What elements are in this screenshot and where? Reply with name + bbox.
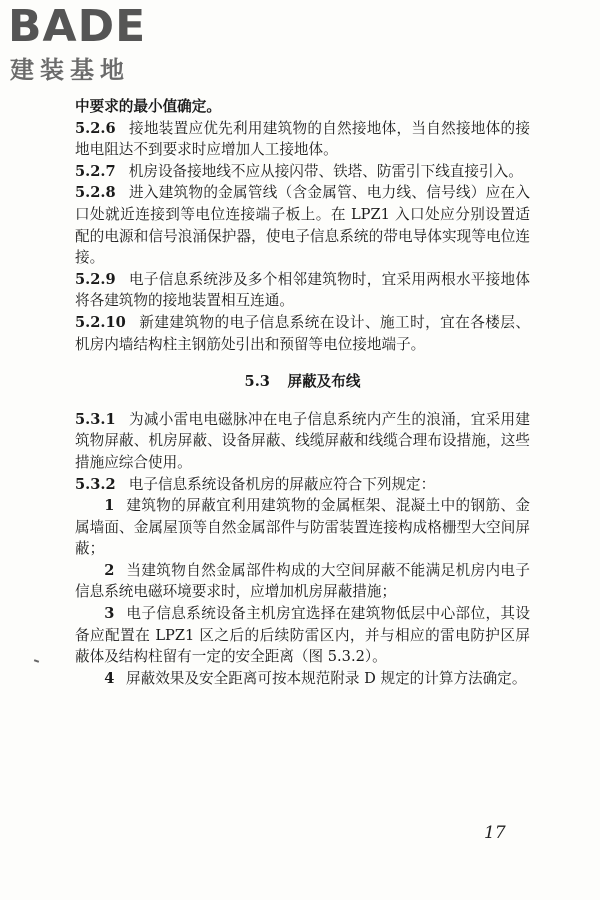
clause-number: 5.2.10 (75, 313, 126, 331)
clause-number: 5.2.9 (75, 270, 116, 288)
clause-text: 为减小雷电电磁脉冲在电子信息系统内产生的浪涌，宜采用建筑物屏蔽、机房屏蔽、设备屏蔽、线缆屏蔽和线缆合理布设措施，这些措施应综合使用。 (75, 410, 530, 471)
clause-5-2-8 (75, 182, 530, 268)
clause-text: 电子信息系统涉及多个相邻建筑物时，宜采用两根水平接地体将各建筑物的接地装置相互连通。 (75, 270, 530, 310)
clause-5-3-1 (75, 409, 530, 474)
scan-mark (34, 659, 39, 663)
clause-number: 5.3.2 (75, 475, 116, 493)
list-item (75, 560, 530, 603)
list-item (75, 668, 530, 690)
bade-logo (8, 1, 178, 84)
section-title: 屏蔽及布线 (287, 373, 361, 391)
document-body (75, 96, 530, 689)
list-item (75, 603, 530, 668)
item-number: 4 (104, 669, 115, 687)
clause-5-2-7 (75, 161, 530, 183)
item-number: 3 (104, 605, 115, 623)
clause-5-2-10 (75, 312, 530, 355)
clause-text: 新建建筑物的电子信息系统在设计、施工时，宜在各楼层、机房内墙结构柱主钢筋处引出和预留等电位接地端子。 (75, 313, 530, 353)
logo-subtitle: 建装基地 (10, 56, 130, 84)
clauses-5-2 (75, 118, 530, 356)
clause-number: 5.2.7 (75, 162, 116, 180)
section-heading (75, 371, 530, 393)
clause-5-2-9 (75, 269, 530, 312)
clause-5-2-6 (75, 118, 530, 161)
item-text: 当建筑物自然金属部件构成的大空间屏蔽不能满足机房内电子信息系统电磁环境要求时，应增加机房屏蔽措施； (75, 561, 530, 601)
intro-line: 中要求的最小值确定。 (75, 98, 221, 115)
logo-wordmark: BADE (8, 1, 147, 52)
item-text: 建筑物的屏蔽宜利用建筑物的金属框架、混凝土中的钢筋、金属墙面、金属屋顶等自然金属部件与防雷装置连接构成格栅型大空间屏蔽； (75, 497, 530, 558)
clauses-5-3 (75, 409, 530, 690)
list-item (75, 495, 530, 560)
item-number: 1 (104, 497, 115, 515)
item-text: 电子信息系统设备主机房宜选择在建筑物低层中心部位，其设备应配置在 LPZ1 区之后的后续防雷区内，并与相应的雷电防护区屏蔽体及结构柱留有一定的安全距离（图 5.3.2）。 (75, 605, 530, 666)
clause-number: 5.2.6 (75, 119, 116, 137)
item-text: 屏蔽效果及安全距离可按本规范附录 D 规定的计算方法确定。 (126, 669, 527, 687)
clause-number: 5.2.8 (75, 184, 116, 202)
clause-5-3-2 (75, 474, 530, 496)
page-number: 17 (484, 823, 506, 843)
clause-text: 机房设备接地线不应从接闪带、铁塔、防雷引下线直接引入。 (128, 162, 523, 180)
clause-text: 电子信息系统设备机房的屏蔽应符合下列规定： (128, 475, 436, 493)
clause-text: 接地装置应优先利用建筑物的自然接地体，当自然接地体的接地电阻达不到要求时应增加人工接地体。 (75, 119, 530, 159)
clause-text: 进入建筑物的金属管线（含金属管、电力线、信号线）应在入口处就近连接到等电位连接端子板上。在 LPZ1 入口处应分别设置适配的电源和信号浪涌保护器，使电子信息系统的带电导体实现等电位连接。 (75, 184, 530, 267)
section-number: 5.3 (244, 373, 270, 391)
item-number: 2 (104, 561, 115, 579)
clause-number: 5.3.1 (75, 410, 116, 428)
